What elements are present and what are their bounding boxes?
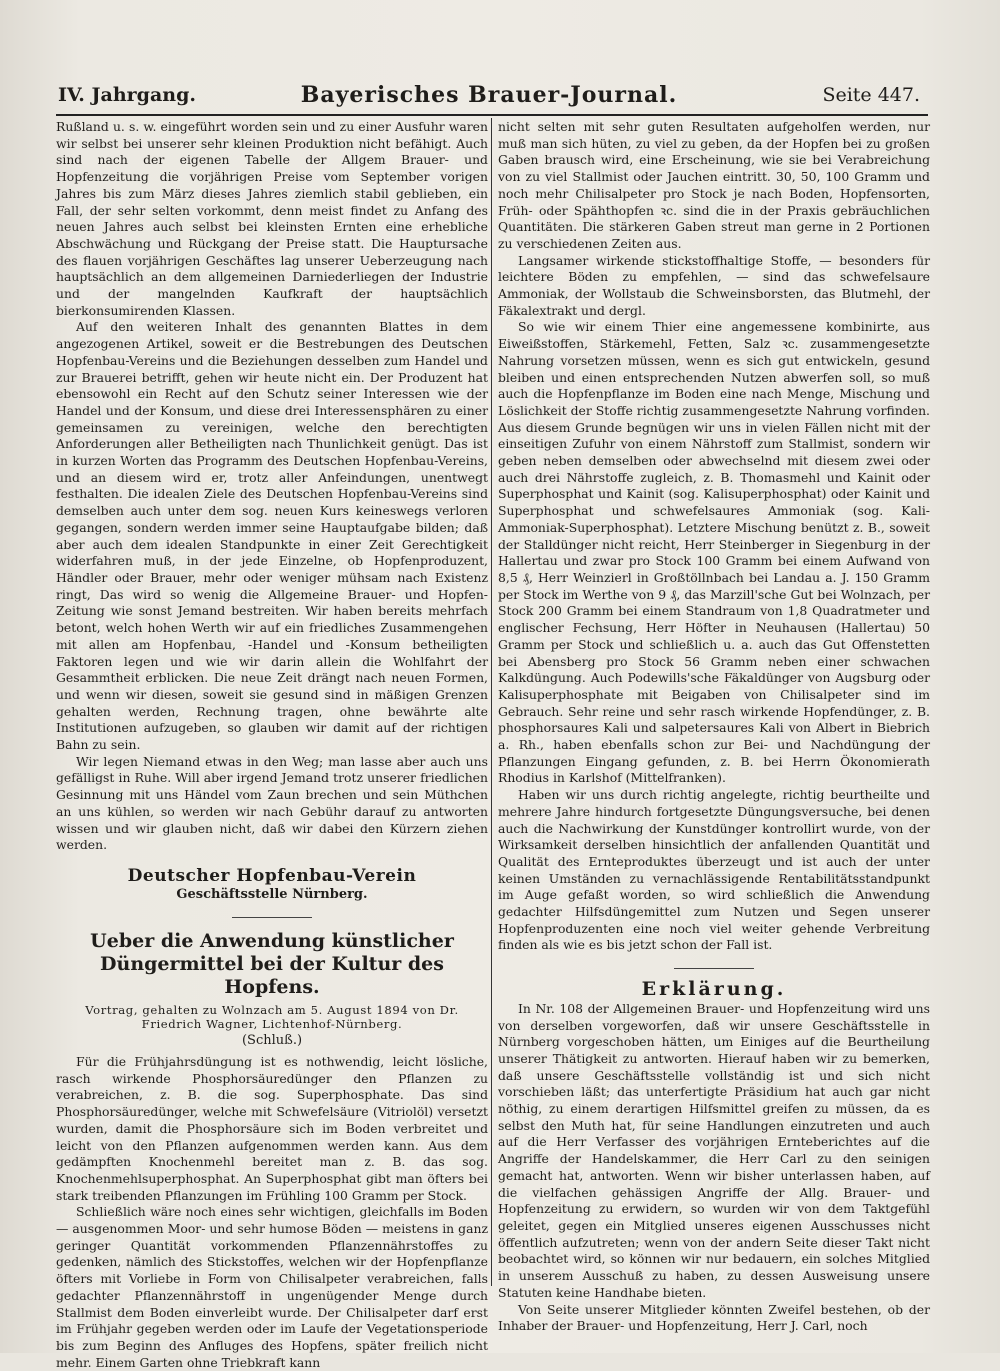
signature-office: Geschäftsstelle Nürnberg.	[176, 886, 368, 902]
left-column	[56, 119, 488, 1371]
column-divider	[491, 118, 492, 1286]
paragraph: Von Seite unserer Mitglieder könnten Zweifel bestehen, ob der Inhaber der Brauer- und Hopfenzeitung, Herr J. Carl, noch	[498, 1301, 930, 1334]
article-byline: Vortrag, gehalten zu Wolnzach am 5. August 1894 von Dr. Friedrich Wagner, Lichtenhof-Nürnberg.	[85, 1003, 459, 1032]
journal-title: Bayerisches Brauer-Journal.	[300, 82, 678, 108]
paragraph: Schließlich wäre noch eines sehr wichtigen, gleichfalls im Boden — ausgenommen Moor- und sehr humose Böden — meistens in ganz geringer Quantität vorkommenden Pflanzennährstoffes zu gedenken, nämlich des Stickstoffes, welchen wir der Hopfenpflanze öfters mit Vorliebe in Form von Chilisalpeter verabreichen, falls gedachter Pflanzennährstoff in ungenügender Menge durch Stallmist dem Boden einverleibt wurde. Der Chilisalpeter darf erst im Frühjahr gegeben werden oder im Laufe der Vegetationsperiode bis zum Beginn des Anfluges des Hopfens, später freilich nicht mehr. Einem Garten ohne Triebkraft kann	[56, 1204, 488, 1370]
paragraph: nicht selten mit sehr guten Resultaten aufgeholfen werden, nur muß man sich hüten, zu viel zu geben, da der Hopfen bei zu großen Gaben brausch wird, eine Erscheinung, wie sie bei Verabreichung von zu viel Stallmist oder Jauchen eintritt. 30, 50, 100 Gramm und noch mehr Chilisalpeter pro Stock je nach Boden, Hopfensorten, Früh- oder Spähthopfen ꝛc. sind die in der Praxis gebräuchlichen Quantitäten. Die stärkeren Gaben streut man gerne in 2 Portionen zu verschiedenen Zeiten aus.	[498, 119, 930, 251]
section-separator	[232, 917, 312, 918]
paragraph: Rußland u. s. w. eingeführt worden sein und zu einer Ausfuhr waren wir selbst bei unserer sehr kleinen Produktion nicht befähigt. Auch sind nach der eigenen Tabelle der Allgem Brauer- und Hopfenzeitung die vorjährigen Preise vom September vorigen Jahres bis zum März dieses Jahres ziemlich stabil geblieben, ein Fall, der sehr selten vorkommt, denn meist findet zu Anfang des neuen Jahres auch selbst bei kleinsten Ernten eine erhebliche Abschwächung und Rückgang der Preise statt. Die Hauptursache des flauen vorjährigen Geschäftes lag unserer Ueberzeugung nach hauptsächlich an dem allgemeinen Darniederliegen der Industrie und der mangelnden Kaufkraft der hauptsächlich bierkonsumirenden Klassen.	[56, 119, 488, 318]
volume-label: IV. Jahrgang.	[58, 84, 196, 106]
page-header	[58, 84, 920, 112]
right-column	[498, 119, 930, 1335]
page-number: Seite 447.	[822, 84, 920, 106]
declaration-title: Erklärung.	[641, 978, 787, 1001]
paragraph: Auf den weiteren Inhalt des genannten Blattes in dem angezogenen Artikel, soweit er die Bestrebungen des Deutschen Hopfenbau-Vereins und die Beziehungen desselben zum Handel und zur Brauerei betrifft, gehen wir heute nicht ein. Der Produzent hat ebensowohl ein Recht auf den Schutz seiner Interessen wie der Handel und der Konsum, und diese drei Interessensphären zu einer gemeinsamen zu vereinigen, welche den berechtigten Anforderungen aller Betheiligten nach Thunlichkeit genügt. Das ist in kurzen Worten das Programm des Deutschen Hopfenbau-Vereins, und an diesem wird er, trotz aller Anfeindungen, unentwegt festhalten. Die idealen Ziele des Deutschen Hopfenbau-Vereins sind demselben auch unter dem sog. neuen Kurs keineswegs verloren gegangen, sondern werden immer seine Hauptaufgabe bilden; daß aber auch dem idealen Standpunkte in einer Zeit Gerechtigkeit widerfahren muß, in der jede Einzelne, ob Hopfenproduzent, Händler oder Brauer, mehr oder weniger mühsam nach Existenz ringt, Das wird so wenig die Allgemeine Brauer- und Hopfen-Zeitung wie sonst Jemand bestreiten. Wir haben bereits mehrfach betont, welch hohen Werth wir auf ein friedliches Zusammengehen mit allen am Hopfenbau, -Handel und -Konsum betheiligten Faktoren legen und wie wir darin allein die Wohlfahrt der Gesammtheit erblicken. Die neue Zeit drängt nach neuen Formen, und wenn wir diesen, soweit sie gesund sind in mäßigen Grenzen gehalten werden, Rechnung tragen, ohne bewährte alte Institutionen aufzugeben, so glauben wir damit auf der richtigen Bahn zu sein.	[56, 319, 488, 753]
article-title: Ueber die Anwendung künstlicher Düngermittel bei der Kultur des Hopfens.	[90, 930, 454, 999]
header-rule	[56, 114, 928, 116]
paragraph: Wir legen Niemand etwas in den Weg; man lasse aber auch uns gefälligst in Ruhe. Will aber irgend Jemand trotz unserer friedlichen Gesinnung mit uns Händel vom Zaun brechen und sein Müthchen an uns kühlen, so werden wir nach Gebühr darauf zu antworten wissen und wir glauben nicht, daß wir dabei den Kürzern ziehen werden.	[56, 753, 488, 853]
paragraph: Langsamer wirkende stickstoffhaltige Stoffe, — besonders für leichtere Böden zu empfehlen, — sind das schwefelsaure Ammoniak, der Wollstaub die Schweinsborsten, das Blutmehl, der Fäkalextrakt und dergl.	[498, 252, 930, 318]
signature-society: Deutscher Hopfenbau-Verein	[127, 865, 417, 886]
paragraph: So wie wir einem Thier eine angemessene kombinirte, aus Eiweißstoffen, Stärkemehl, Fetten, Salz ꝛc. zusammengesetzte Nahrung vorsetzen müssen, wenn es sich gut entwickeln, gesund bleiben und einen entsprechenden Nutzen abwerfen soll, so muß auch die Hopfenpflanze im Boden eine nach Menge, Mischung und Löslichkeit der Stoffe richtig zusammengesetzte Nahrung vorfinden. Aus diesem Grunde begnügen wir uns in vielen Fällen nicht mit der einseitigen Zufuhr von einem Nährstoff zum Stallmist, sondern wir geben neben demselben oder abwechselnd mit diesem zwei oder auch drei Nährstoffe zugleich, z. B. Thomasmehl und Kainit oder Superphosphat und Kainit (sog. Kalisuperphosphat) oder Kainit und Superphosphat und schwefelsaures Ammoniak (sog. Kali-Ammoniak-Superphosphat). Letztere Mischung benützt z. B., soweit der Stalldünger nicht reicht, Herr Steinberger in Siegenburg in der Hallertau und zwar pro Stock 100 Gramm bei einem Aufwand von 8,5 ₰, Herr Weinzierl in Großtöllnbach bei Landau a. J. 150 Gramm per Stock im Werthe von 9 ₰, das Marzill'sche Gut bei Wolnzach, per Stock 200 Gramm bei einem Standraum von 1,8 Quadratmeter und englischer Fechsung, Herr Höfter in Neuhausen (Hallertau) 50 Gramm per Stock und schließlich u. a. auch das Gut Offenstetten bei Abensberg pro Stock 56 Gramm neben einer schwachen Kalkdüngung. Auch Podewills'sche Fäkaldünger von Augsburg oder Kalisuperphosphate mit Beigaben von Chilisalpeter sind im Gebrauch. Sehr reine und sehr rasch wirkende Hopfendünger, z. B. phosphorsaures Kali und salpetersaures Kali von Albert in Biebrich a. Rh., haben ebenfalls schon zur Bei- und Nachdüngung der Pflanzungen Eingang gefunden, z. B. bei Herrn Ökonomierath Rhodius in Karlshof (Mittelfranken).	[498, 319, 930, 786]
article-conclusion-note: (Schluß.)	[241, 1033, 303, 1049]
paragraph: Für die Frühjahrsdüngung ist es nothwendig, leicht lösliche, rasch wirkende Phosphorsäuredünger den Pflanzen zu verabreichen, z. B. die sog. Superphosphate. Das sind Phosphorsäuredünger, welche mit Schwefelsäure (Vitriolöl) versetzt wurden, damit die Phosphorsäure sich im Boden verbreitet und leicht von den Pflanzen aufgenommen werden kann. Aus dem gedämpften Knochenmehl bereitet man z. B. das sog. Knochenmehlsuperphosphat. An Superphosphat gibt man öfters bei stark treibenden Pflanzungen im Frühling 100 Gramm per Stock.	[56, 1054, 488, 1203]
paragraph: Haben wir uns durch richtig angelegte, richtig beurtheilte und mehrere Jahre hindurch fortgesetzte Düngungsversuche, bei denen auch die Nachwirkung der Kunstdünger kontrollirt wurde, von der Wirksamkeit derselben hinsichtlich der anfallenden Quantität und Qualität des Ernteproduktes überzeugt und ist auch der unter keinen Umständen zu vernachlässigende Rentabilitätsstandpunkt im Auge gefaßt worden, so wird schließlich die Anwendung gedachter Hilfsdüngemittel zum Nutzen und Segen unserer Hopfenproduzenten eine noch viel weiter gehende Verbreitung finden als wie es bis jetzt schon der Fall ist.	[498, 787, 930, 953]
section-separator	[674, 968, 754, 969]
paragraph: In Nr. 108 der Allgemeinen Brauer- und Hopfenzeitung wird uns von derselben vorgeworfen, daß wir unsere Geschäftsstelle in Nürnberg vorgeschoben hätten, um Einiges auf die Beurtheilung unserer Thätigkeit zu antworten. Hierauf haben wir zu bemerken, daß unsere Geschäftsstelle vollständig ist und sich nicht vorschieben läßt; das unterfertigte Präsidium hat auch gar nicht nöthig, zu einem derartigen Hilfsmittel greifen zu müssen, da es selbst den Muth hat, für seine Handlungen einzutreten und auch auf die Herr Verfasser des vorjährigen Ernteberichtes auf die Angriffe der Handelskammer, die Herr Carl zu den seinigen gemacht hat, antworten. Wenn wir bisher unterlassen haben, auf die vielfachen gehässigen Angriffe der Allg. Brauer- und Hopfenzeitung zu erwidern, so wurden wir von dem Taktgefühl geleitet, gegen ein Mitglied unseres eigenen Ausschusses nicht öffentlich aufzutreten; wenn von der andern Seite dieser Takt nicht beobachtet wird, so können wir nur bedauern, ein solches Mitglied in unserem Ausschuß zu haben, zu dessen Ausweisung unsere Statuten keine Handhabe bieten.	[498, 1000, 930, 1300]
